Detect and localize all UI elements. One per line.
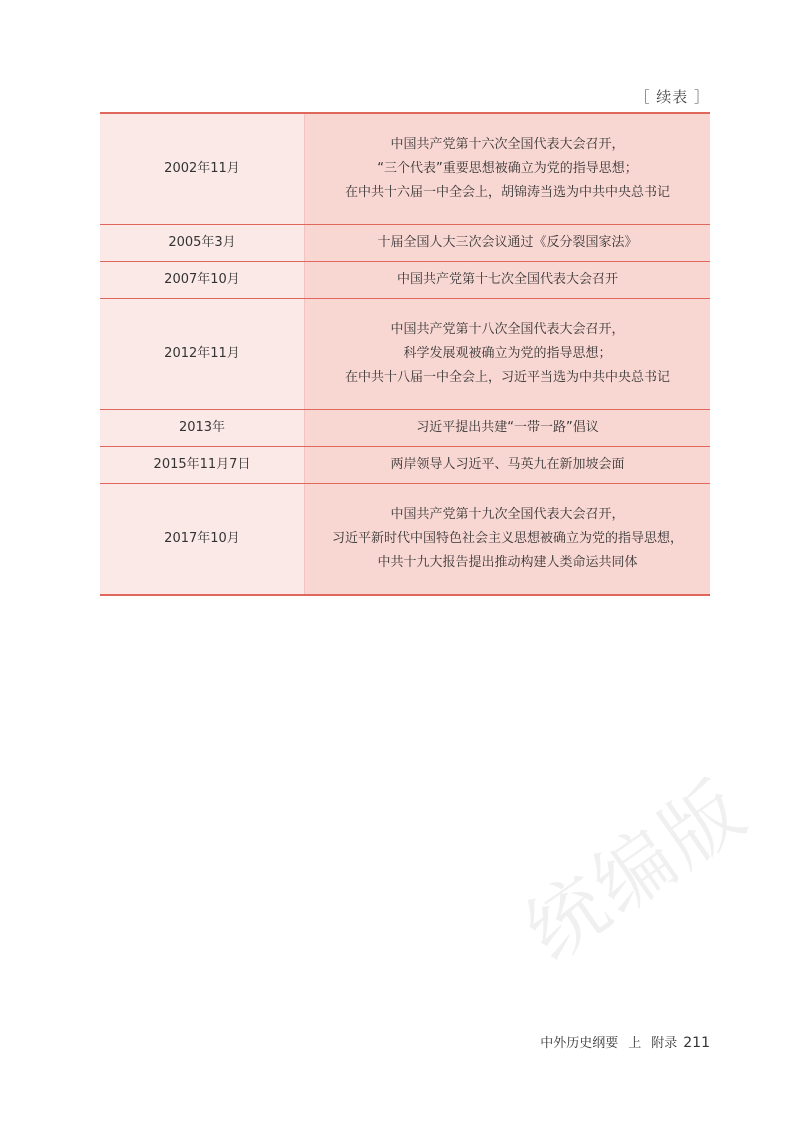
volume-label: 上 bbox=[628, 1036, 642, 1051]
page-footer bbox=[540, 1032, 710, 1051]
event-line: 习近平提出共建“一带一路”倡议 bbox=[416, 420, 599, 435]
continued-table-label: ［ 续表 ］ bbox=[634, 88, 710, 106]
event-cell bbox=[304, 410, 710, 446]
event-line: 两岸领导人习近平、马英九在新加坡会面 bbox=[390, 457, 625, 472]
section-label: 附录 bbox=[651, 1036, 678, 1051]
event-line: 中国共产党第十九次全国代表大会召开， bbox=[390, 507, 625, 522]
event-cell bbox=[304, 114, 710, 224]
date-cell: 2005年3月 bbox=[100, 225, 304, 261]
date-cell: 2013年 bbox=[100, 410, 304, 446]
page-number: 211 bbox=[683, 1035, 710, 1051]
table-row bbox=[100, 262, 710, 299]
date-cell: 2002年11月 bbox=[100, 114, 304, 224]
event-line: 中国共产党第十八次全国代表大会召开， bbox=[390, 322, 625, 337]
event-cell bbox=[304, 262, 710, 298]
table-row bbox=[100, 299, 710, 410]
date-cell: 2007年10月 bbox=[100, 262, 304, 298]
event-cell bbox=[304, 299, 710, 409]
event-cell bbox=[304, 225, 710, 261]
event-line: 在中共十六届一中全会上，胡锦涛当选为中共中央总书记 bbox=[344, 185, 670, 200]
watermark: 统编版 bbox=[510, 763, 764, 979]
book-title: 中外历史纲要 bbox=[540, 1036, 619, 1051]
chronology-table bbox=[100, 112, 710, 596]
date-cell: 2015年11月7日 bbox=[100, 447, 304, 483]
table-row bbox=[100, 225, 710, 262]
event-cell bbox=[304, 484, 710, 594]
event-line: 习近平新时代中国特色社会主义思想被确立为党的指导思想， bbox=[331, 531, 683, 546]
date-cell: 2017年10月 bbox=[100, 484, 304, 594]
event-line: 中国共产党第十六次全国代表大会召开， bbox=[390, 137, 625, 152]
event-line: 中共十九大报告提出推动构建人类命运共同体 bbox=[377, 555, 638, 570]
date-cell: 2012年11月 bbox=[100, 299, 304, 409]
event-line: 中国共产党第十七次全国代表大会召开 bbox=[396, 272, 618, 287]
table-row bbox=[100, 114, 710, 225]
event-line: “三个代表”重要思想被确立为党的指导思想； bbox=[377, 161, 638, 176]
table-row bbox=[100, 484, 710, 594]
event-line: 十届全国人大三次会议通过《反分裂国家法》 bbox=[377, 235, 638, 250]
table-row bbox=[100, 410, 710, 447]
event-cell bbox=[304, 447, 710, 483]
event-line: 科学发展观被确立为党的指导思想； bbox=[403, 346, 612, 361]
table-row bbox=[100, 447, 710, 484]
event-line: 在中共十八届一中全会上，习近平当选为中共中央总书记 bbox=[344, 370, 670, 385]
